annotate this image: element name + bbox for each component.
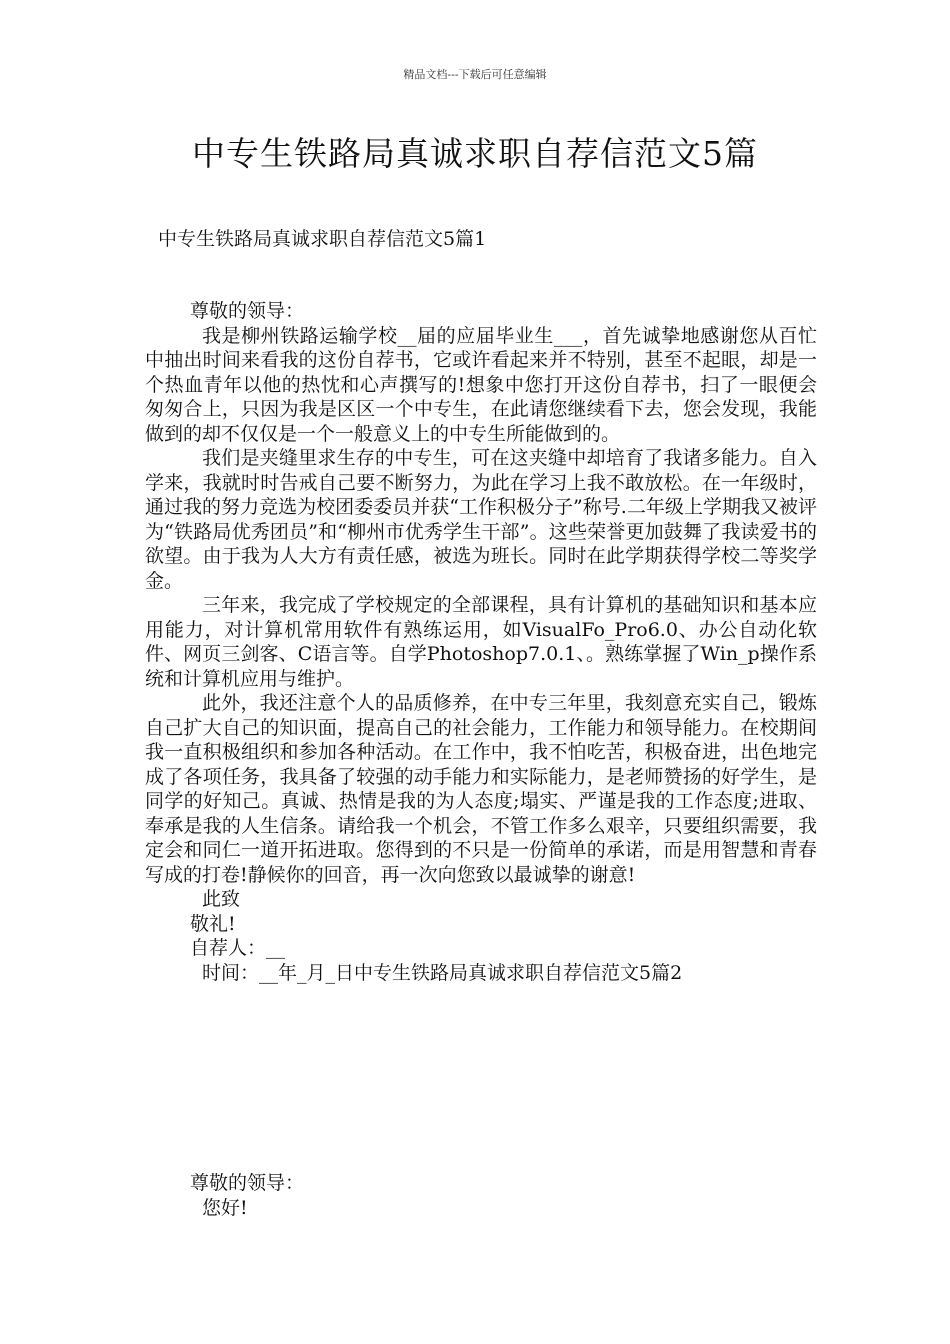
letter-1-salutation: 尊敬的领导：	[190, 300, 305, 322]
header-note: 精品文档---下载后可任意编辑	[403, 68, 547, 81]
letter-1-closing-respectfully: 此致	[202, 888, 241, 910]
letter-1-paragraph-2: 我们是夹缝里求生存的中专生，可在这夹缝中却培育了我诸多能力。自入学来，我就时时告戒自己要不断努力，为此在学习上我不敢放松。在一年级时，通过我的努力竞选为校团委委员并获“工作积极分子”称号.二年级上学期我又被评为“铁路局优秀团员”和“柳州市优秀学生干部”。这些荣誉更加鼓舞了我读爱书的欲望。由于我为人大方有责任感，被选为班长。同时在此学期获得学校二等奖学金。	[145, 447, 817, 592]
letter-2-greeting: 您好!	[202, 1196, 248, 1219]
letter-1-closing-salute: 敬礼!	[190, 912, 236, 935]
letter-2-salutation: 尊敬的领导：	[190, 1172, 305, 1194]
letter-1-paragraph-1: 我是柳州铁路运输学校__届的应届毕业生___，首先诚挚地感谢您从百忙中抽出时间来看我的这份自荐书，它或许看起来并不特别，甚至不起眼，却是一个热血青年以他的热忱和心声撰写的!想象中您打开这份自荐书，扫了一眼便会匆匆合上，只因为我是区区一个中专生，在此请您继续看下去，您会发现，我能做到的却不仅仅是一个一般意义上的中专生所能做到的。	[145, 324, 817, 445]
section-heading-1: 中专生铁路局真诚求职自荐信范文5篇1	[158, 228, 487, 250]
letter-1-date-line: 时间：__年_月_日中专生铁路局真诚求职自荐信范文5篇2	[202, 961, 683, 984]
letter-1-body	[145, 299, 817, 985]
letter-2-body	[145, 1171, 817, 1220]
letter-1-paragraph-4: 此外，我还注意个人的品质修养，在中专三年里，我刻意充实自己，锻炼自己扩大自己的知识面，提高自己的社会能力，工作能力和领导能力。在校期间我一直积极组织和参加各种活动。在工作中，我不怕吃苦，积极奋进，出色地完成了各项任务，我具备了较强的动手能力和实际能力，是老师赞扬的好学生，是同学的好知己。真诚、热情是我的为人态度;塌实、严谨是我的工作态度;进取、奉承是我的人生信条。请给我一个机会，不管工作多么艰辛，只要组织需要，我定会和同仁一道开拓进取。您得到的不只是一份简单的承诺，而是用智慧和青春写成的打卷!静候你的回音，再一次向您致以最诚挚的谢意!	[145, 692, 817, 886]
letter-1-paragraph-3: 三年来，我完成了学校规定的全部课程，具有计算机的基础知识和基本应用能力，对计算机常用软件有熟练运用，如VisualFo_Pro6.0、办公自动化软件、网页三剑客、C语言等。自学Photoshop7.0.1、。熟练掌握了Win_p操作系统和计算机应用与维护。	[145, 594, 817, 690]
letter-1-signature: 自荐人：__	[190, 937, 286, 959]
document-title: 中专生铁路局真诚求职自荐信范文5篇	[192, 134, 758, 173]
